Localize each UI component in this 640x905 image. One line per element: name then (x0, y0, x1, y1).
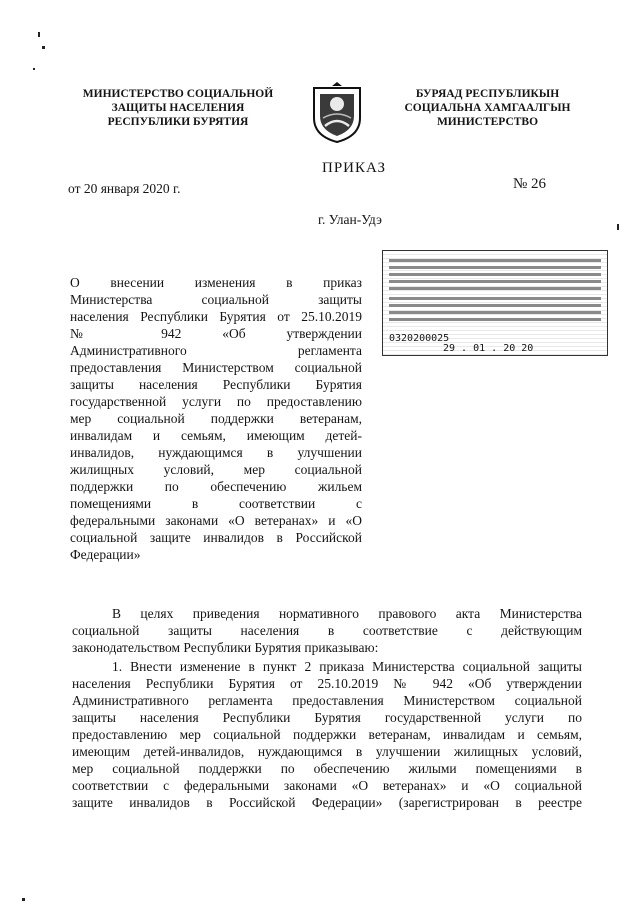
order-date: от 20 января 2020 г. (68, 181, 181, 196)
body-line: предоставлению мер социальной поддержки ветеранам, инвалидам и семьям, (72, 727, 582, 742)
subject-line: социальной защите инвалидов в Российской (70, 530, 362, 545)
subject-line: жилищных условий, мер социальной (70, 462, 362, 477)
order-city: г. Улан-Удэ (318, 212, 382, 227)
subject-line: Министерства социальной защиты (70, 292, 362, 307)
subject-line: О внесении изменения в приказ (70, 275, 362, 290)
scan-speck (42, 46, 45, 49)
subject-line: мер социальной поддержки ветеранам, (70, 411, 362, 426)
subject-line: федеральными законами «О ветеранах» и «О (70, 513, 362, 528)
header-left-line: МИНИСТЕРСТВО СОЦИАЛЬНОЙ (82, 88, 274, 100)
body-line: В целях приведения нормативного правового акта Министерства (112, 606, 582, 621)
subject-line: № 942 «Об утверждении (70, 326, 362, 341)
header-right-line: МИНИСТЕРСТВО (436, 116, 539, 128)
order-subject (70, 274, 362, 563)
body-line: защиты населения Республики Бурятия государственной услуги по (72, 710, 582, 725)
body-line: защите инвалидов в Российской Федерации» (зарегистрирован в реестре (72, 795, 582, 810)
body-line: Административного регламента предоставления Министерством социальной (72, 693, 582, 708)
ministry-name-buryat (400, 87, 575, 129)
subject-line: инвалидам и семьям, имеющим детей- (70, 428, 362, 443)
scan-speck (617, 224, 619, 230)
body-line: соответствии с федеральными законами «О ветеранах» и «О социальной (72, 778, 582, 793)
subject-line: поддержки по обеспечению жильем (70, 479, 362, 494)
subject-line: Федерации» (70, 547, 141, 562)
body-line: мер социальной поддержки по обеспечению жилыми помещениями в (72, 761, 582, 776)
header-left-line: ЗАЩИТЫ НАСЕЛЕНИЯ (111, 102, 245, 114)
body-line: социальной защиты населения в соответствие с действующим (72, 623, 582, 638)
subject-line: предоставления Министерством социальной (70, 360, 362, 375)
body-line: имеющим детей-инвалидов, нуждающимся в улучшении жилищных условий, (72, 744, 582, 759)
order-title: ПРИКАЗ (322, 160, 386, 176)
coat-of-arms-icon (311, 82, 363, 144)
subject-line: Административного регламента (70, 343, 362, 358)
header-left-line: РЕСПУБЛИКИ БУРЯТИЯ (107, 116, 249, 128)
header-right-line: БУРЯАД РЕСПУБЛИКЫН (415, 88, 560, 100)
subject-line: помещениями в соответствии с (70, 496, 362, 511)
stamp-registration-number: 0320200025 (389, 333, 450, 344)
scan-speck (33, 68, 35, 70)
header-right-line: СОЦИАЛЬНА ХАМГААЛГЫН (404, 102, 571, 114)
order-number: № 26 (513, 176, 547, 192)
subject-line: защиты населения Республики Бурятия (70, 377, 362, 392)
ministry-name-russian (78, 87, 278, 129)
registration-stamp (382, 250, 608, 356)
order-body (72, 605, 582, 811)
stamp-registration-date: 29 . 01 . 20 20 (443, 343, 534, 354)
subject-line: государственной услуги по предоставлению (70, 394, 362, 409)
subject-line: инвалидов, нуждающимся в улучшении (70, 445, 362, 460)
body-line: 1. Внести изменение в пункт 2 приказа Министерства социальной защиты (112, 659, 582, 674)
scan-speck (38, 32, 40, 37)
scan-speck (22, 898, 25, 901)
body-line: законодательством Республики Бурятия приказываю: (72, 640, 379, 655)
body-line: населения Республики Бурятия от 25.10.2019 № 942 «Об утверждении (72, 676, 582, 691)
subject-line: населения Республики Бурятия от 25.10.2019 (70, 309, 362, 324)
